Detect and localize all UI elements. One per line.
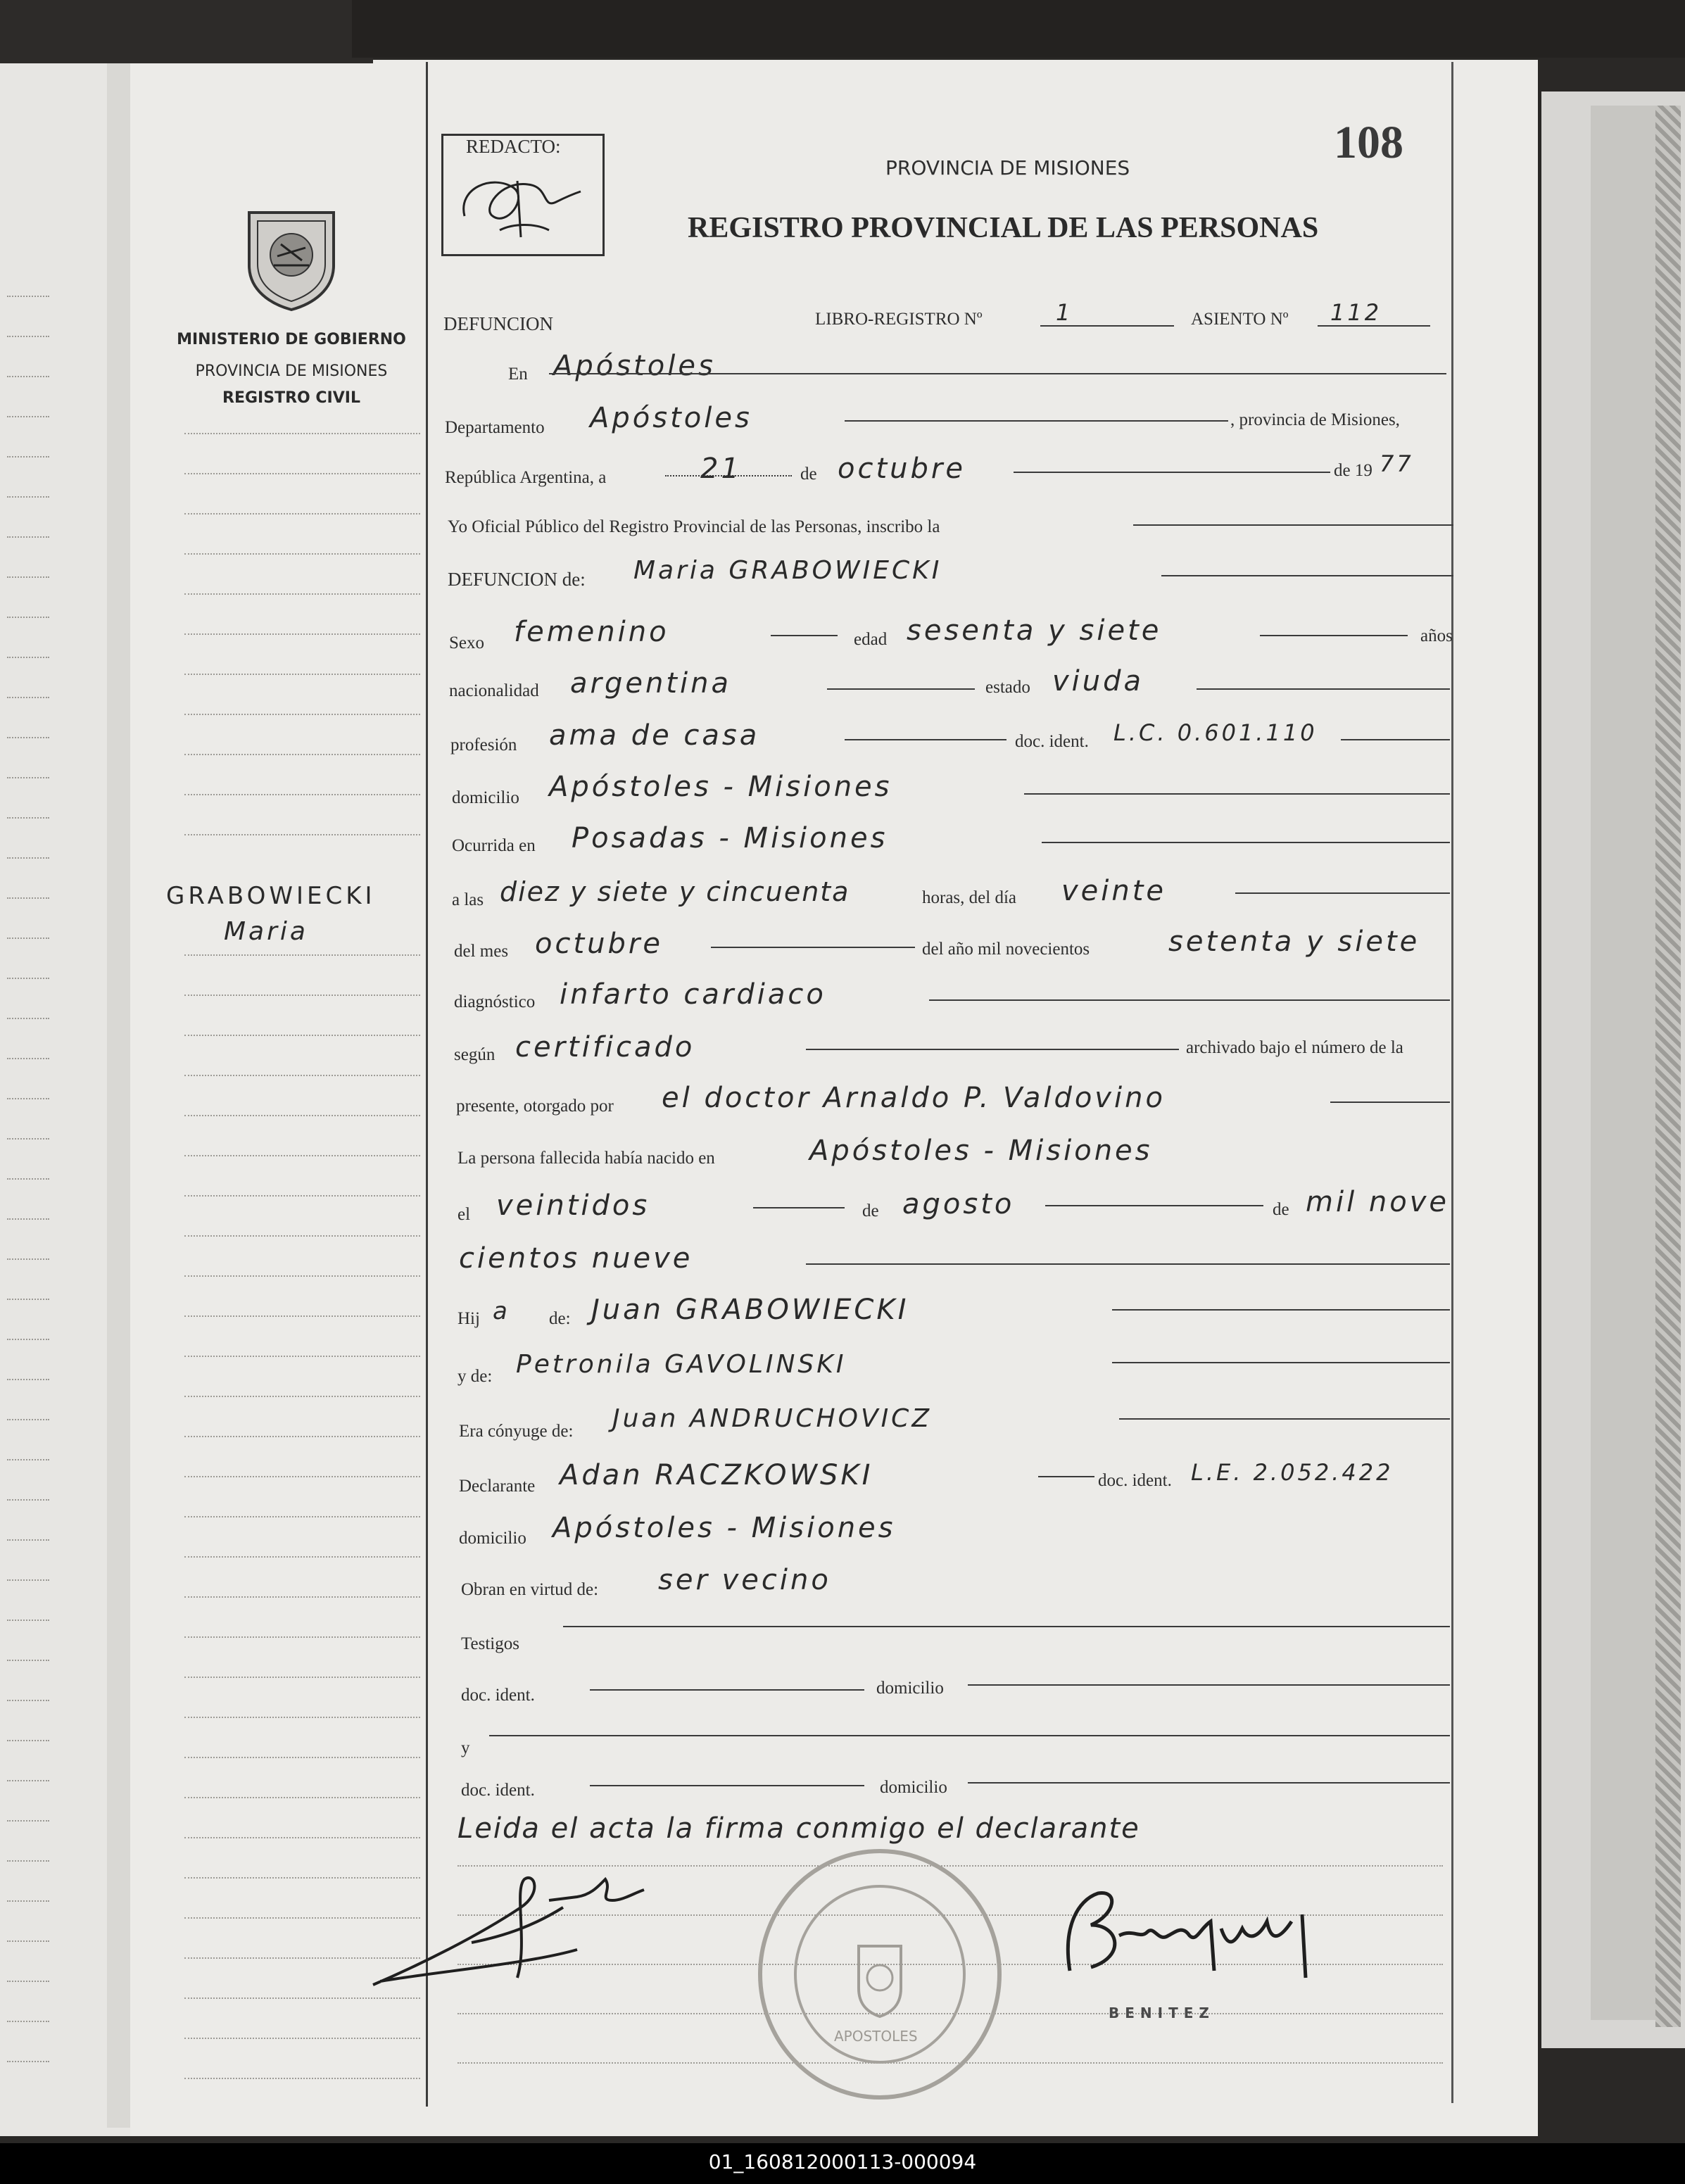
left-page-ruled-line: [7, 376, 49, 377]
horas-label: horas, del día: [922, 888, 1016, 907]
diagnostico-label: diagnóstico: [454, 992, 536, 1011]
margin-ruled-line: [184, 1035, 420, 1036]
left-page-ruled-line: [7, 938, 49, 939]
conyuge-line: [1119, 1418, 1450, 1420]
en-label: En: [508, 365, 528, 384]
de-label: de: [800, 465, 817, 484]
left-page-ruled-line: [7, 456, 49, 457]
mother-line: [1112, 1362, 1450, 1363]
t1-docident-label: doc. ident.: [461, 1686, 535, 1705]
margin-ruled-line: [184, 714, 420, 715]
nac-month-line: [1045, 1205, 1263, 1206]
page-left-rule: [426, 62, 428, 2107]
closing-text: Leida el acta la firma conmigo el declarante: [457, 1812, 1140, 1845]
decl-docident-value: L.E. 2.052.422: [1191, 1459, 1394, 1486]
diagnostico-value: infarto cardiaco: [560, 978, 826, 1011]
left-page-ruled-line: [7, 617, 49, 618]
alas-value: diez y siete y cincuenta: [500, 876, 850, 907]
margin-ruled-line: [184, 1155, 420, 1156]
background-top-left: [0, 0, 373, 63]
ministry-line2: PROVINCIA DE MISIONES: [195, 362, 388, 380]
page-right-rule: [1451, 62, 1453, 2103]
margin-ruled-line: [184, 1797, 420, 1798]
margin-ruled-line: [184, 754, 420, 755]
y-label: y: [461, 1738, 470, 1757]
left-page-ruled-line: [7, 1339, 49, 1340]
nac-de-label: de: [862, 1201, 879, 1220]
t2-docident-label: doc. ident.: [461, 1781, 535, 1800]
left-page-ruled-line: [7, 1379, 49, 1380]
footer-bar: [0, 2143, 1685, 2184]
left-page-ruled-line: [7, 1018, 49, 1019]
left-page-ruled-line: [7, 657, 49, 658]
header-registry: REGISTRO PROVINCIAL DE LAS PERSONAS: [688, 212, 1319, 244]
conyuge-value: Juan ANDRUCHOVICZ: [612, 1404, 932, 1433]
margin-ruled-line: [184, 513, 420, 515]
mother-value: Petronila GAVOLINSKI: [516, 1350, 847, 1379]
margin-ruled-line: [184, 1356, 420, 1357]
t2-domicilio-label: domicilio: [880, 1778, 947, 1797]
obran-label: Obran en virtud de:: [461, 1580, 599, 1599]
page-number: 108: [1334, 117, 1403, 168]
left-page-ruled-line: [7, 1780, 49, 1781]
margin-ruled-line: [184, 954, 420, 956]
oficial-line: [1133, 524, 1453, 526]
left-page-ruled-line: [7, 1138, 49, 1140]
ministry-line1: MINISTERIO DE GOBIERNO: [177, 331, 406, 348]
ministry-seal: [242, 198, 341, 311]
mes-line: [711, 947, 915, 948]
testigos-line: [563, 1626, 1450, 1627]
nacido-label: La persona fallecida había nacido en: [457, 1149, 715, 1168]
left-page-ruled-line: [7, 1178, 49, 1180]
estado-value: viuda: [1052, 665, 1144, 698]
left-page-ruled-line: [7, 1218, 49, 1220]
defuncion-line: [1161, 575, 1453, 576]
left-page-ruled-line: [7, 576, 49, 578]
margin-ruled-line: [184, 2038, 420, 2039]
official-stamp: [753, 1848, 1006, 2101]
asiento-label: ASIENTO Nº: [1191, 310, 1289, 329]
profesion-label: profesión: [450, 736, 517, 755]
margin-ruled-line: [184, 1717, 420, 1718]
margin-ruled-line: [184, 1476, 420, 1477]
margin-ruled-line: [184, 1275, 420, 1277]
decl-docident-label: doc. ident.: [1098, 1471, 1172, 1490]
sexo-value: femenino: [514, 616, 669, 648]
left-page-ruled-line: [7, 1860, 49, 1862]
left-page-ruled-line: [7, 1940, 49, 1942]
edad-label: edad: [854, 630, 888, 649]
official-signature: [1049, 1872, 1351, 1992]
day-line: [665, 475, 792, 476]
domicilio-label: domicilio: [452, 788, 519, 807]
y-line: [489, 1735, 1450, 1736]
edad-line: [1260, 635, 1408, 636]
redacto-label: REDACTO:: [466, 136, 561, 157]
libro-line: [1040, 325, 1174, 327]
ocurrida-label: Ocurrida en: [452, 836, 536, 855]
en-value: Apóstoles: [553, 350, 716, 382]
obran-value: ser vecino: [658, 1564, 831, 1596]
mes-value: octubre: [535, 928, 663, 960]
provincia-suffix: , provincia de Misiones,: [1230, 410, 1400, 429]
diagnostico-line: [929, 999, 1450, 1001]
left-page-ruled-line: [7, 336, 49, 337]
left-page-ruled-line: [7, 777, 49, 778]
ocurrida-value: Posadas - Misiones: [572, 822, 888, 854]
estado-line: [1197, 688, 1450, 690]
presente-line: [1330, 1102, 1450, 1103]
left-page-ruled-line: [7, 296, 49, 297]
margin-ruled-line: [184, 593, 420, 595]
declarante-line: [1038, 1476, 1094, 1477]
nac-year-value2: cientos nueve: [459, 1242, 693, 1275]
left-page-ruled-line: [7, 1820, 49, 1822]
margin-ruled-line: [184, 433, 420, 434]
conyuge-label: Era cónyuge de:: [459, 1422, 574, 1441]
left-page-ruled-line: [7, 536, 49, 538]
stamp-center-text: APOSTOLES: [834, 2028, 918, 2045]
left-page-ruled-line: [7, 1900, 49, 1902]
month-value: octubre: [838, 453, 966, 485]
t2-docident-line: [590, 1785, 864, 1786]
left-page-ruled-line: [7, 1258, 49, 1260]
decl-domicilio-value: Apóstoles - Misiones: [553, 1512, 896, 1544]
sexo-label: Sexo: [449, 633, 484, 652]
margin-ruled-line: [184, 553, 420, 555]
binding-cord: [1655, 106, 1681, 2027]
margin-ruled-line: [184, 995, 420, 996]
left-page-ruled-line: [7, 1620, 49, 1621]
nacionalidad-value: argentina: [570, 667, 731, 700]
presente-label: presente, otorgado por: [456, 1097, 614, 1116]
year-label: de 19: [1334, 461, 1372, 480]
left-page-ruled-line: [7, 817, 49, 819]
docident-line: [1341, 739, 1450, 740]
dia-value: veinte: [1061, 875, 1167, 907]
departamento-label: Departamento: [445, 418, 545, 437]
segun-line: [806, 1049, 1179, 1050]
redacto-box: [441, 134, 605, 256]
docident-label: doc. ident.: [1015, 732, 1089, 751]
libro-value: 1: [1056, 299, 1073, 326]
margin-ruled-line: [184, 1837, 420, 1838]
left-page-ruled-line: [7, 1740, 49, 1741]
margin-ruled-line: [184, 1315, 420, 1317]
defuncion-de-value: Maria GRABOWIECKI: [633, 556, 942, 585]
margin-ruled-line: [184, 1677, 420, 1678]
oficial-text: Yo Oficial Público del Registro Provincial de las Personas, inscribo la: [448, 517, 940, 536]
left-page-ruled-line: [7, 1579, 49, 1581]
t1-docident-line: [590, 1689, 864, 1691]
nac-day-value: veintidos: [496, 1189, 650, 1222]
margin-ruled-line: [184, 1556, 420, 1558]
official-stamp-name: BENITEZ: [1109, 2005, 1215, 2021]
testigos-label: Testigos: [461, 1634, 519, 1653]
yde-label: y de:: [457, 1367, 493, 1386]
left-page-ruled-line: [7, 1058, 49, 1059]
margin-ruled-line: [184, 1396, 420, 1397]
margin-ruled-line: [184, 794, 420, 795]
t1-domicilio-label: domicilio: [876, 1679, 944, 1698]
left-page-ruled-line: [7, 1299, 49, 1300]
left-page-ruled-line: [7, 1098, 49, 1099]
en-line: [549, 373, 1446, 374]
left-page-ruled-line: [7, 2061, 49, 2062]
nacionalidad-line: [827, 688, 975, 690]
ministry-line3: REGISTRO CIVIL: [222, 389, 360, 407]
anos-label: años: [1420, 626, 1453, 645]
sexo-line: [771, 635, 838, 636]
declarant-signature: [366, 1858, 690, 1999]
margin-ruled-line: [184, 1596, 420, 1598]
ocurrida-line: [1042, 842, 1450, 843]
hijo-suffix: a: [493, 1297, 510, 1325]
departamento-value: Apóstoles: [590, 402, 752, 434]
day-value: 21: [700, 453, 742, 485]
el-label: el: [457, 1205, 471, 1224]
nacionalidad-label: nacionalidad: [449, 681, 539, 700]
segun-label: según: [454, 1045, 496, 1064]
margin-name: Maria: [224, 917, 308, 946]
background-top: [352, 0, 1685, 58]
dia-line: [1235, 892, 1450, 894]
nacido-value: Apóstoles - Misiones: [809, 1135, 1153, 1167]
anomil-value: setenta y siete: [1168, 926, 1420, 958]
margin-ruled-line: [184, 834, 420, 835]
margin-ruled-line: [184, 674, 420, 675]
domicilio-value: Apóstoles - Misiones: [549, 771, 892, 803]
left-page-ruled-line: [7, 1660, 49, 1661]
margin-ruled-line: [184, 2078, 420, 2079]
profesion-line: [845, 739, 1006, 740]
header-province: PROVINCIA DE MISIONES: [885, 156, 1130, 179]
margin-ruled-line: [184, 1757, 420, 1758]
left-page-ruled-line: [7, 737, 49, 738]
left-page-ruled-line: [7, 1499, 49, 1501]
margin-ruled-line: [184, 1636, 420, 1638]
margin-ruled-line: [184, 1195, 420, 1197]
margin-ruled-line: [184, 1115, 420, 1116]
nac-year-value: mil nove: [1306, 1186, 1450, 1218]
left-page-ruled-line: [7, 857, 49, 859]
left-page-ruled-line: [7, 496, 49, 498]
profesion-value: ama de casa: [549, 719, 760, 752]
margin-surname: GRABOWIECKI: [166, 882, 376, 910]
nac-month-value: agosto: [902, 1188, 1015, 1220]
decl-domicilio-label: domicilio: [459, 1529, 526, 1548]
left-page-ruled-line: [7, 1419, 49, 1420]
presente-value: el doctor Arnaldo P. Valdovino: [662, 1082, 1166, 1114]
archivado-label: archivado bajo el número de la: [1186, 1038, 1403, 1057]
margin-ruled-line: [184, 1516, 420, 1517]
left-page-ruled-line: [7, 697, 49, 698]
left-page-ruled-line: [7, 1539, 49, 1541]
margin-ruled-line: [184, 473, 420, 474]
hijo-de-label: de:: [549, 1309, 571, 1328]
defuncion-de-label: DEFUNCION de:: [448, 569, 586, 590]
anomil-label: del año mil novecientos: [922, 940, 1090, 959]
declarante-label: Declarante: [459, 1477, 536, 1496]
left-page-ruled-line: [7, 1700, 49, 1701]
year-value: 77: [1380, 450, 1414, 477]
month-line: [1014, 472, 1330, 473]
margin-ruled-line: [184, 1235, 420, 1237]
departamento-line: [845, 420, 1228, 422]
estado-label: estado: [985, 678, 1030, 697]
t1-domicilio-line: [968, 1684, 1450, 1686]
nac-day-line: [753, 1207, 845, 1208]
father-value: Juan GRABOWIECKI: [591, 1294, 909, 1326]
libro-label: LIBRO-REGISTRO Nº: [815, 310, 983, 329]
docident-value: L.C. 0.601.110: [1113, 719, 1318, 746]
margin-ruled-line: [184, 633, 420, 635]
left-page-ruled-line: [7, 978, 49, 979]
republica-label: República Argentina, a: [445, 468, 607, 487]
asiento-line: [1318, 325, 1430, 327]
nac-de2-label: de: [1273, 1200, 1289, 1219]
asiento-value: 112: [1330, 299, 1382, 326]
margin-ruled-line: [184, 1436, 420, 1437]
form-type: DEFUNCION: [443, 313, 554, 334]
left-page-ruled-line: [7, 897, 49, 899]
left-page-ruled-line: [7, 2021, 49, 2022]
image-id: 01_160812000113-000094: [708, 2150, 977, 2173]
margin-ruled-line: [184, 1075, 420, 1076]
father-line: [1112, 1309, 1450, 1311]
left-page-ruled-line: [7, 1981, 49, 1982]
left-page-ruled-line: [7, 416, 49, 417]
hijo-label: Hij: [457, 1309, 480, 1328]
redacto-signature: [450, 160, 591, 248]
edad-value: sesenta y siete: [907, 614, 1162, 647]
segun-value: certificado: [515, 1031, 695, 1063]
t2-domicilio-line: [968, 1782, 1450, 1784]
delmes-label: del mes: [454, 942, 509, 961]
declarante-value: Adan RACZKOWSKI: [560, 1459, 873, 1491]
domicilio-line: [1024, 793, 1450, 795]
alas-label: a las: [452, 890, 484, 909]
left-page-ruled-line: [7, 1459, 49, 1460]
nac-year-line: [806, 1263, 1450, 1265]
